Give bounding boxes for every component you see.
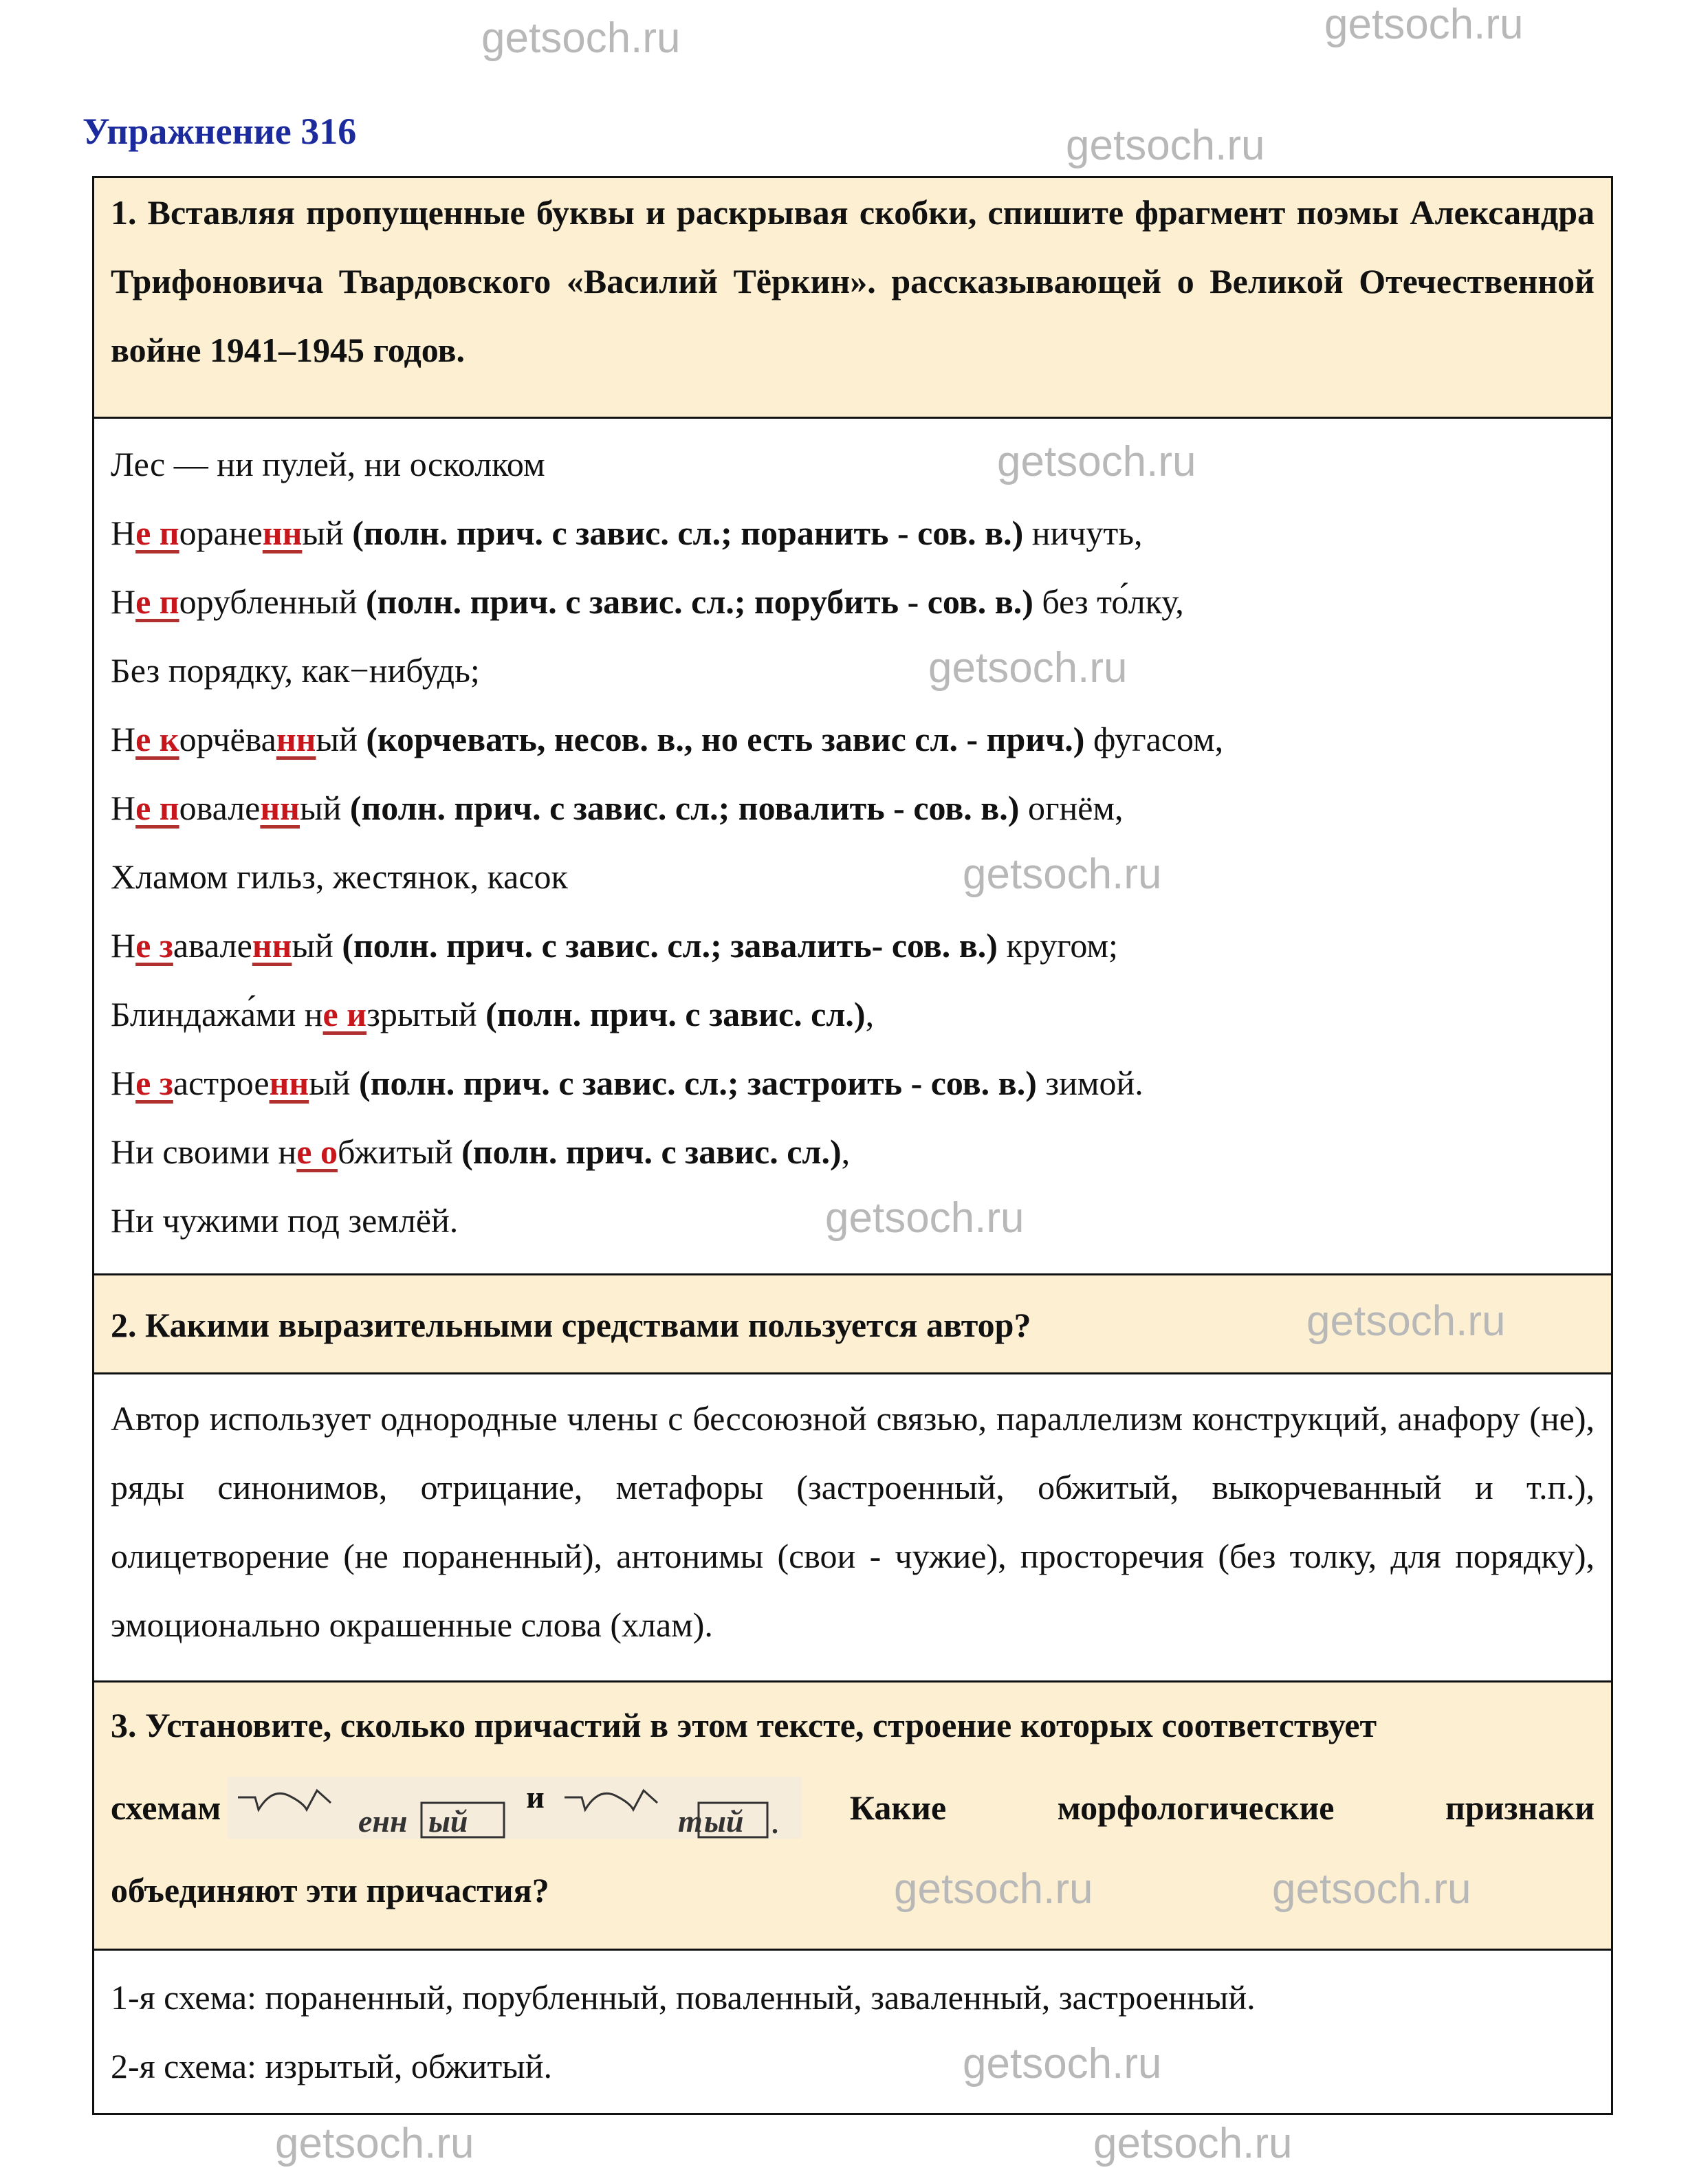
watermark: getsoch.ru [1324, 1, 1524, 48]
inserted-letters: е о [296, 1132, 338, 1171]
poem-text: ый [299, 789, 350, 827]
task3-question-start: 3. Установите, сколько причастий в этом тексте, строение которых соответствует [111, 1706, 1377, 1744]
poem-line [111, 980, 1595, 1049]
task3-answer-1: 1-я схема: пораненный, порубленный, поваленный, заваленный, застроенный. [111, 1978, 1256, 2017]
poem-text: без то́лку, [1033, 582, 1184, 621]
exercise-title: Упражнение 316 [83, 111, 357, 152]
task3-schema-line [111, 1760, 1595, 1856]
schema2-icon [561, 1784, 795, 1839]
poem-line [111, 705, 1595, 774]
poem-text: бжитый [337, 1132, 462, 1171]
poem-text: авале [173, 926, 252, 965]
poem-text: Ни своими н [111, 1132, 297, 1171]
poem-text: оране [179, 514, 263, 552]
inserted-letters: нн [269, 1064, 309, 1102]
task3-answer-2: 2-я схема: изрытый, обжитый. [111, 2047, 553, 2085]
grammar-note: (полн. прич. с завис. сл.; поранить - сов. в.) [352, 514, 1024, 552]
poem-line [111, 1186, 1595, 1255]
poem-text: кругом; [997, 926, 1118, 965]
task3-question-cell [94, 1683, 1611, 1951]
poem-line [111, 1049, 1595, 1117]
poem-line [111, 567, 1595, 636]
watermark: getsoch.ru [481, 14, 681, 62]
watermark: getsoch.ru [928, 644, 1128, 692]
inserted-letters: е п [135, 514, 179, 552]
poem-text: Хламом гильз, жестянок, касок [111, 857, 568, 896]
poem-line [111, 636, 1595, 705]
poem-text: , [865, 995, 875, 1033]
poem-text: ый [292, 926, 342, 965]
schema-and: и [526, 1779, 545, 1815]
schemas-word: схемам [111, 1788, 221, 1827]
watermark: getsoch.ru [1272, 1865, 1471, 1913]
watermark: getsoch.ru [894, 1865, 1093, 1913]
poem-cell [94, 419, 1611, 1275]
poem-text: орчёва [179, 720, 276, 758]
watermark: getsoch.ru [1306, 1297, 1506, 1345]
task1-question-cell [94, 178, 1611, 419]
watermark: getsoch.ru [275, 2120, 474, 2167]
task2-question-cell [94, 1275, 1611, 1374]
grammar-note: (полн. прич. с завис. сл.; повалить - сов. в.) [349, 789, 1020, 827]
watermark: getsoch.ru [1093, 2120, 1293, 2167]
inserted-letters: е к [135, 720, 179, 758]
schema1-ending: ый [428, 1804, 468, 1839]
inserted-letters: нн [260, 789, 300, 827]
morpheme-schemas-image [228, 1777, 802, 1839]
poem-text: Н [111, 789, 136, 827]
inserted-letters: нн [262, 514, 303, 552]
poem-text: Ни чужими под землёй. [111, 1201, 459, 1240]
poem-text: Н [111, 514, 136, 552]
poem-text: Н [111, 720, 136, 758]
poem-text: ый [309, 1064, 360, 1102]
inserted-letters: нн [276, 720, 316, 758]
watermark: getsoch.ru [997, 438, 1196, 485]
exercise-table [92, 176, 1613, 2115]
poem-text: Н [111, 1064, 136, 1102]
poem-text: огнём, [1019, 789, 1124, 827]
poem-line [111, 498, 1595, 567]
watermark: getsoch.ru [1066, 122, 1265, 169]
inserted-letters: е п [135, 582, 179, 621]
schema2-suffix: т [677, 1804, 703, 1839]
poem-line [111, 1117, 1595, 1186]
poem-text: зрытый [366, 995, 486, 1033]
task3-answer-cell [94, 1951, 1611, 2113]
inserted-letters: е з [135, 926, 173, 965]
task2-question: 2. Какими выразительными средствами пользуется автор? [111, 1306, 1031, 1344]
poem-text: Н [111, 926, 136, 965]
inserted-letters: е и [322, 995, 367, 1033]
inserted-letters: нн [252, 926, 292, 965]
poem-text: овале [179, 789, 261, 827]
schema1-suffix: енн [358, 1804, 408, 1839]
poem-text: ый [302, 514, 353, 552]
poem-text: Н [111, 582, 136, 621]
poem-text: орубленный [179, 582, 366, 621]
poem-fragment [111, 430, 1595, 1255]
poem-line [111, 911, 1595, 980]
task2-answer: Автор использует однородные члены с бессоюзной связью, параллелизм конструкций, анафору (не), ряды синонимов, отрицание, метафоры (застроенный, обжитый, выкорчеванный и т.п.), олицетворение (не пораненный), антонимы (свои - чужие), просторечия (без толку, для порядку), эмоционально окрашенные слова (хлам). [111, 1399, 1595, 1644]
watermark: getsoch.ru [963, 851, 1162, 898]
watermark: getsoch.ru [963, 2040, 1162, 2087]
grammar-note: (полн. прич. с завис. сл.) [485, 995, 866, 1033]
grammar-note: (полн. прич. с завис. сл.; порубить - сов. в.) [366, 582, 1033, 621]
grammar-note: (полн. прич. с завис. сл.; застроить - сов. в.) [359, 1064, 1037, 1102]
poem-text: Лес — ни пулей, ни осколком [111, 445, 545, 483]
grammar-note: (полн. прич. с завис. сл.; завалить- сов. в.) [342, 926, 998, 965]
task3-question-mid: Какие морфологические признаки [849, 1788, 1595, 1827]
task2-answer-cell [94, 1374, 1611, 1683]
task3-question-end: объединяют эти причастия? [111, 1871, 549, 1909]
poem-text: ый [316, 720, 366, 758]
svg-text:.: . [771, 1808, 778, 1839]
poem-line [111, 774, 1595, 842]
task1-question: 1. Вставляя пропущенные буквы и раскрывая скобки, спишите фрагмент поэмы Александра Трифоновича Твардовского «Василий Тёркин». рассказывающей о Великой Отечественной войне 1941–1945 годов. [111, 193, 1595, 369]
poem-text: фугасом, [1084, 720, 1224, 758]
poem-line [111, 842, 1595, 911]
poem-text: ничуть, [1023, 514, 1143, 552]
inserted-letters: е з [135, 1064, 173, 1102]
watermark: getsoch.ru [825, 1194, 1025, 1242]
grammar-note: (полн. прич. с завис. сл.) [461, 1132, 842, 1171]
poem-text: астрое [173, 1064, 270, 1102]
poem-text: зимой. [1036, 1064, 1143, 1102]
schema1-icon [234, 1784, 510, 1839]
schema2-ending: ый [703, 1804, 744, 1839]
poem-line [111, 430, 1595, 498]
poem-text: , [841, 1132, 851, 1171]
grammar-note: (корчевать, несов. в., но есть завис сл. - прич.) [366, 720, 1085, 758]
poem-text: Блиндажа́ми н [111, 995, 323, 1033]
inserted-letters: е п [135, 789, 179, 827]
poem-text: Без порядку, как−нибудь; [111, 651, 480, 690]
